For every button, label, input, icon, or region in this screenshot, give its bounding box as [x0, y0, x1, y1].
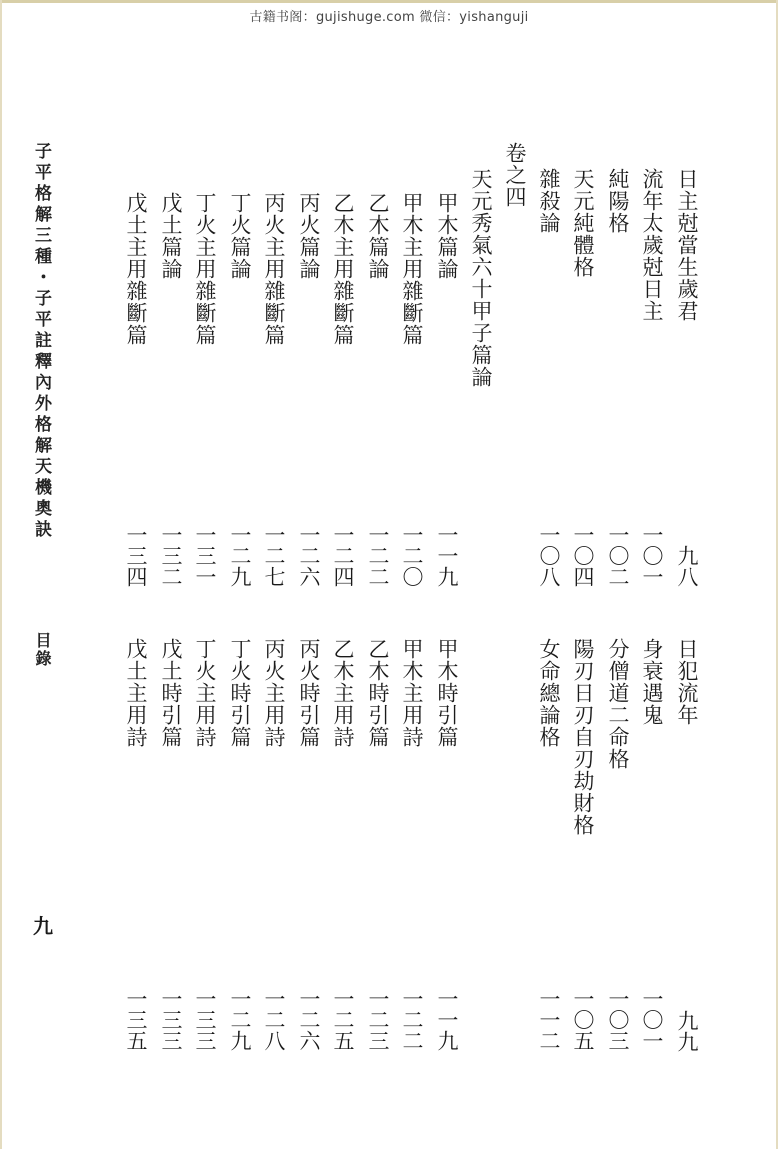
upper-title: 卷之四 [503, 142, 527, 208]
lower-page-number: 一二九 [228, 988, 252, 1051]
lower-page-number: 一二八 [262, 988, 286, 1051]
upper-title: 戊土主用雜斷篇 [124, 192, 148, 346]
upper-title: 天元秀氣六十甲子篇論 [469, 168, 493, 388]
page-frame-top [0, 0, 778, 3]
lower-page-number: 一三五 [124, 988, 148, 1051]
lower-page-number: 一三三 [193, 988, 217, 1051]
upper-title: 乙木主用雜斷篇 [331, 192, 355, 346]
lower-title: 丙火主用詩 [262, 638, 286, 748]
lower-title: 身衰遇鬼 [640, 638, 664, 726]
upper-title: 丁火篇論 [228, 192, 252, 280]
upper-title: 丁火主用雜斷篇 [193, 192, 217, 346]
upper-title: 丙火主用雜斷篇 [262, 192, 286, 346]
upper-page-number: 一二九 [228, 524, 252, 587]
lower-title: 戊土時引篇 [159, 638, 183, 748]
lower-title: 女命總論格 [537, 638, 561, 748]
lower-page-number: 一一九 [435, 988, 459, 1051]
upper-title: 戊土篇論 [159, 192, 183, 280]
upper-title: 純陽格 [606, 168, 630, 234]
lower-page-number: 一二六 [297, 988, 321, 1051]
upper-title: 雜殺論 [537, 168, 561, 234]
lower-title: 甲木時引篇 [435, 638, 459, 748]
upper-page-number: 一一九 [435, 524, 459, 587]
upper-page-number: 一〇二 [606, 524, 630, 587]
upper-page-number: 一三二 [159, 524, 183, 587]
upper-title: 丙火篇論 [297, 192, 321, 280]
lower-title: 甲木主用詩 [400, 638, 424, 748]
upper-page-number: 一三一 [193, 524, 217, 587]
lower-title: 乙木時引篇 [366, 638, 390, 748]
upper-title: 乙木篇論 [366, 192, 390, 280]
lower-title: 日犯流年 [675, 638, 699, 726]
upper-page-number: 一二二 [366, 524, 390, 587]
upper-page-number: 一〇八 [537, 524, 561, 587]
upper-title: 流年太歲尅日主 [640, 168, 664, 322]
lower-page-number: 九九 [675, 1010, 699, 1052]
upper-title: 甲木主用雜斷篇 [400, 192, 424, 346]
upper-title: 甲木篇論 [435, 192, 459, 280]
lower-page-number: 一〇五 [571, 988, 595, 1051]
upper-page-number: 一〇四 [571, 524, 595, 587]
lower-title: 陽刃日刃自刃劫財格 [571, 638, 595, 836]
lower-title: 乙木主用詩 [331, 638, 355, 748]
lower-page-number: 一二五 [331, 988, 355, 1051]
lower-title: 丙火時引篇 [297, 638, 321, 748]
upper-page-number: 一二四 [331, 524, 355, 587]
upper-page-number: 一二〇 [400, 524, 424, 587]
book-side-title: 子平格解三種・子平註釋內外格解天機奧訣 [31, 142, 51, 541]
lower-title: 丁火主用詩 [193, 638, 217, 748]
upper-page-number: 九八 [675, 545, 699, 587]
lower-page-number: 一二三 [366, 988, 390, 1051]
lower-page-number: 一〇一 [640, 988, 664, 1051]
upper-title: 天元純體格 [571, 168, 595, 278]
upper-page-number: 一三四 [124, 524, 148, 587]
lower-page-number: 一〇三 [606, 988, 630, 1051]
upper-title: 日主尅當生歲君 [675, 168, 699, 322]
lower-title: 戊土主用詩 [124, 638, 148, 748]
book-side-section: 目錄 [33, 632, 52, 668]
watermark-text: 古籍书阁：gujishuge.com 微信：yishanguji [249, 10, 529, 25]
lower-page-number: 一一二 [537, 988, 561, 1051]
lower-page-number: 一三三 [159, 988, 183, 1051]
lower-title: 丁火時引篇 [228, 638, 252, 748]
page-folio-number: 九 [33, 914, 53, 938]
lower-page-number: 一二二 [400, 988, 424, 1051]
upper-page-number: 一〇一 [640, 524, 664, 587]
lower-title: 分僧道二命格 [606, 638, 630, 770]
page-frame-left [0, 0, 2, 1149]
upper-page-number: 一二六 [297, 524, 321, 587]
upper-page-number: 一二七 [262, 524, 286, 587]
